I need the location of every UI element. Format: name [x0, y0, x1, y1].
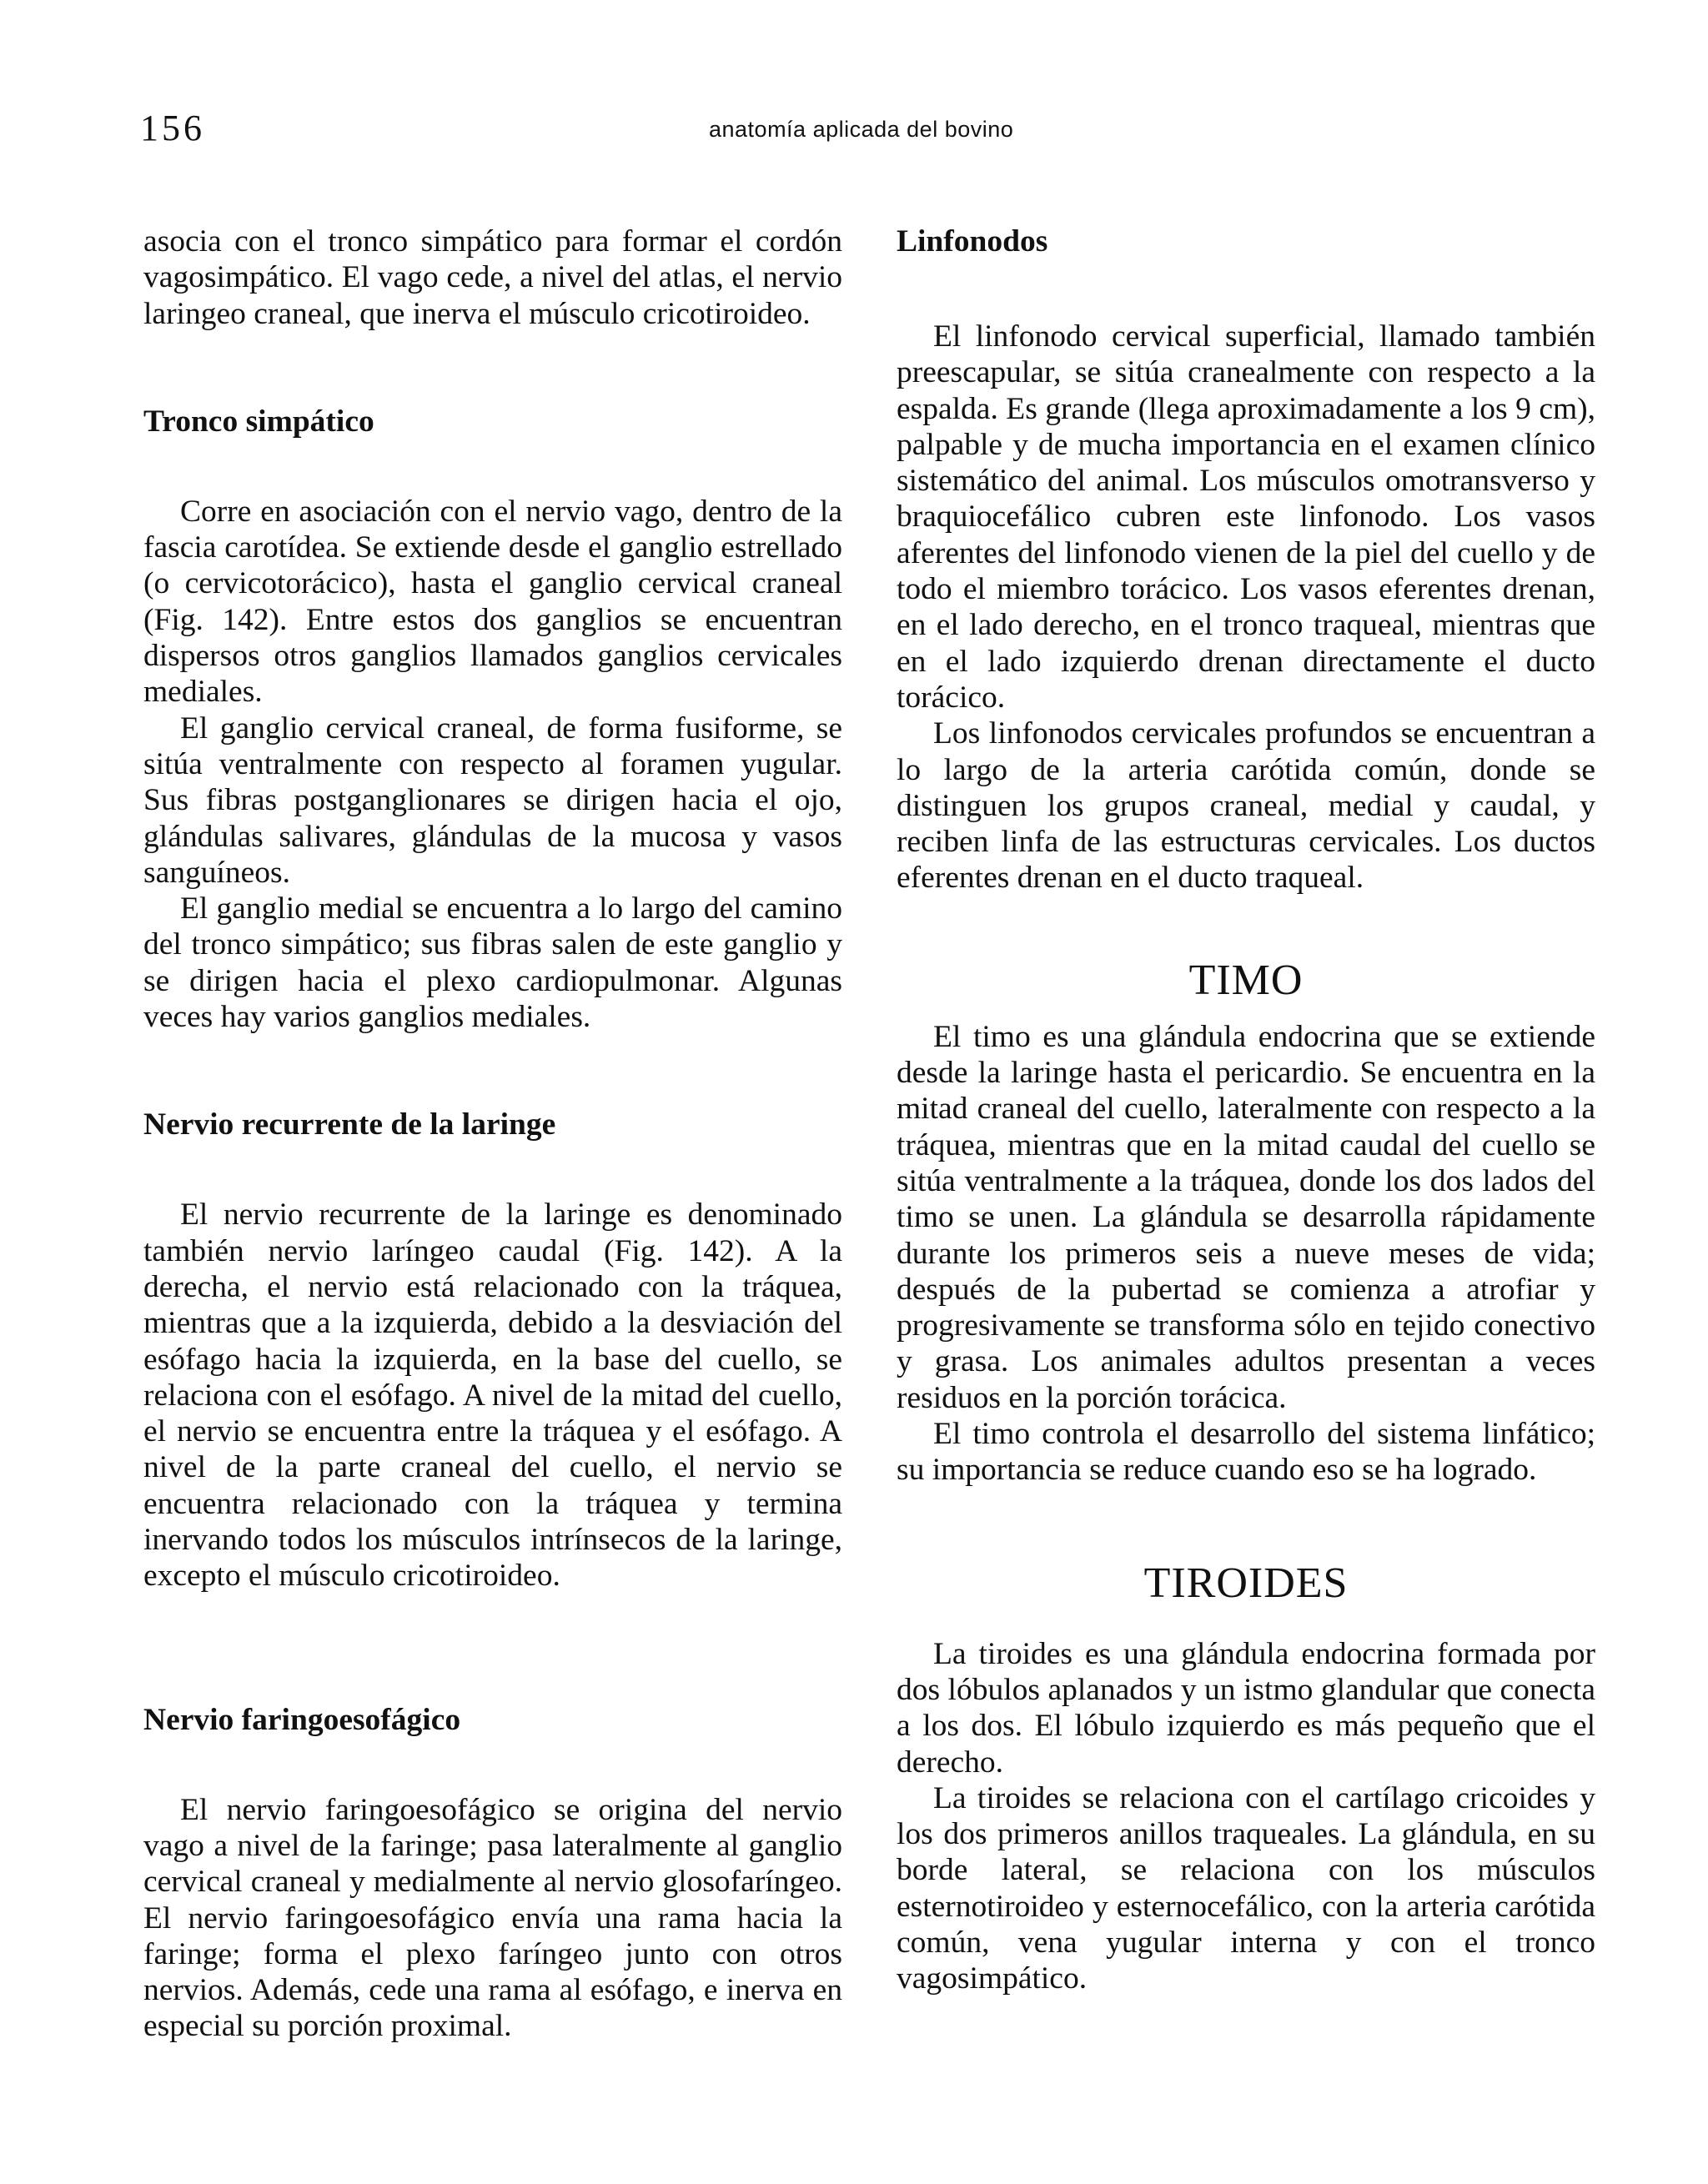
right-column	[897, 223, 1595, 1997]
paragraph: El ganglio cervical craneal, de forma fusiforme, se sitúa ventralmente con respecto al foramen yugular. Sus fibras postganglionares se dirigen hacia el ojo, glándulas salivares, glándulas de la mucosa y vasos sanguíneos.	[143, 710, 842, 890]
running-title: anatomía aplicada del bovino	[709, 117, 1014, 142]
paragraph: Corre en asociación con el nervio vago, dentro de la fascia carotídea. Se extiende desde el ganglio estrellado (o cervicotorácico), hasta el ganglio cervical craneal (Fig. 142). Entre estos dos ganglios se encuentran dispersos otros ganglios llamados ganglios cervicales mediales.	[143, 494, 842, 710]
paragraph: El timo es una glándula endocrina que se extiende desde la laringe hasta el pericardio. Se encuentra en la mitad craneal del cuello, lateralmente con respecto a la tráquea, mientras que en la mitad caudal del cuello se sitúa ventralmente a la tráquea, donde los dos lados del timo se unen. La glándula se desarrolla rápidamente durante los primeros seis a nueve meses de vida; después de la pubertad se comienza a atrofiar y progresivamente se transforma sólo en tejido conectivo y grasa. Los animales adultos presentan a veces residuos en la porción torácica.	[897, 1019, 1595, 1415]
paragraph: El nervio faringoesofágico se origina del nervio vago a nivel de la faringe; pasa lateralmente al ganglio cervical craneal y medialmente al nervio glosofaríngeo. El nervio faringoesofágico envía una rama hacia la faringe; forma el plexo faríngeo junto con otros nervios. Además, cede una rama al esófago, e inerva en especial su porción proximal.	[143, 1792, 842, 2044]
paragraph: Los linfonodos cervicales profundos se encuentran a lo largo de la arteria carótida común, donde se distinguen los grupos craneal, medial y caudal, y reciben linfa de las estructuras cervicales. Los ductos eferentes drenan en el ducto traqueal.	[897, 716, 1595, 896]
intro-paragraph: asocia con el tronco simpático para formar el cordón vagosimpático. El vago cede, a nivel del atlas, el nervio laringeo craneal, que inerva el músculo cricotiroideo.	[143, 224, 842, 331]
section-heading-nervio-recurrente: Nervio recurrente de la laringe	[143, 1107, 556, 1142]
paragraph: El ganglio medial se encuentra a lo largo del camino del tronco simpático; sus fibras salen de este ganglio y se dirigen hacia el plexo cardiopulmonar. Algunas veces hay varios ganglios mediales.	[143, 891, 842, 1035]
section-heading-tronco-simpatico: Tronco simpático	[143, 404, 374, 439]
page-number: 156	[140, 108, 205, 148]
paragraph: El linfonodo cervical superficial, llamado también preescapular, se sitúa cranealmente con respecto a la espalda. Es grande (llega aproximadamente a los 9 cm), palpable y de mucha importancia en el examen clínico sistemático del animal. Los músculos omotransverso y braquiocefálico cubren este linfonodo. Los vasos aferentes del linfonodo vienen de la piel del cuello y de todo el miembro torácico. Los vasos eferentes drenan, en el lado derecho, en el tronco traqueal, mientras que en el lado izquierdo drenan directamente el ducto torácico.	[897, 319, 1595, 715]
left-column	[143, 223, 842, 2045]
section-title-timo: TIMO	[1188, 956, 1304, 1004]
section-title-tiroides: TIROIDES	[1143, 1559, 1349, 1607]
paragraph: El timo controla el desarrollo del sistema linfático; su importancia se reduce cuando eso se ha logrado.	[897, 1417, 1595, 1488]
paragraph: La tiroides se relaciona con el cartílago cricoides y los dos primeros anillos traqueales. La glándula, en su borde lateral, se relaciona con los músculos esternotiroideo y esternocefálico, con la arteria carótida común, vena yugular interna y con el tronco vagosimpático.	[897, 1780, 1595, 1996]
paragraph: El nervio recurrente de la laringe es denominado también nervio laríngeo caudal (Fig. 142). A la derecha, el nervio está relacionado con la tráquea, mientras que a la izquierda, debido a la desviación del esófago hacia la izquierda, en la base del cuello, se relaciona con el esófago. A nivel de la mitad del cuello, el nervio se encuentra entre la tráquea y el esófago. A nivel de la parte craneal del cuello, el nervio se encuentra relacionado con la tráquea y termina inervando todos los músculos intrínsecos de la laringe, excepto el músculo cricotiroideo.	[143, 1197, 842, 1594]
section-heading-nervio-faringoesofagico: Nervio faringoesofágico	[143, 1702, 461, 1737]
section-heading-linfonodos: Linfonodos	[897, 224, 1048, 259]
paragraph: La tiroides es una glándula endocrina formada por dos lóbulos aplanados y un istmo glandular que conecta a los dos. El lóbulo izquierdo es más pequeño que el derecho.	[897, 1636, 1595, 1780]
